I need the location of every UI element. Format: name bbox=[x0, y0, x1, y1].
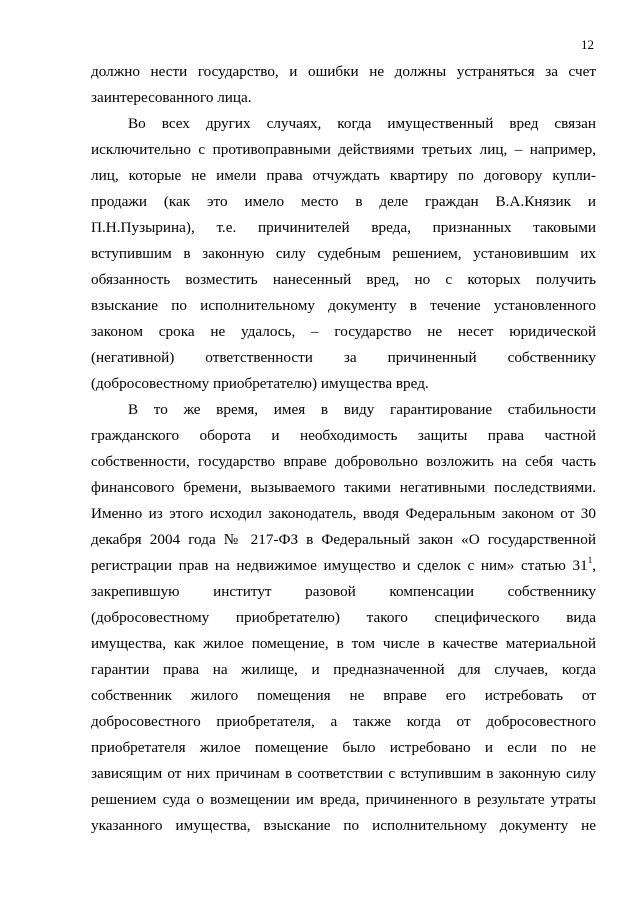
text-line: гражданского оборота и необходимость защиты права частной bbox=[91, 427, 596, 444]
text-segment: , bbox=[592, 557, 596, 574]
text-line: обязанность возместить нанесенный вред, но с которых получить bbox=[91, 271, 596, 288]
text-line: П.Н.Пузырина), т.е. причинителей вреда, признанных таковыми bbox=[91, 219, 596, 236]
text-line: (негативной) ответственности за причиненный собственнику bbox=[91, 349, 596, 366]
text-line: решением суда о возмещении им вреда, причиненного в результате утраты bbox=[91, 791, 596, 808]
text-line: указанного имущества, взыскание по исполнительному документу не bbox=[91, 817, 596, 834]
text-line: приобретателя жилое помещение было истребовано и если по не bbox=[91, 739, 596, 756]
text-segment: регистрации прав на недвижимое имущество и сделок с ним» статью 31 bbox=[91, 557, 588, 574]
text-line: исключительно с противоправными действиями третьих лиц, – например, bbox=[91, 141, 596, 158]
text-line: лиц, которые не имели права отчуждать квартиру по договору купли- bbox=[91, 167, 596, 184]
text-line: закрепившую институт разовой компенсации собственнику bbox=[91, 583, 596, 600]
text-line: законом срока не удалось, – государство не несет юридической bbox=[91, 323, 596, 340]
text-line: декабря 2004 года № 217-ФЗ в Федеральный закон «О государственной bbox=[91, 531, 596, 548]
text-line: имущества, как жилое помещение, в том числе в качестве материальной bbox=[91, 635, 596, 652]
text-line: должно нести государство, и ошибки не должны устраняться за счет bbox=[91, 63, 596, 80]
text-line: (добросовестному приобретателю) имущества вред. bbox=[91, 375, 429, 392]
page-number: 12 bbox=[581, 37, 594, 52]
text-line: зависящим от них причинам в соответствии с вступившим в законную силу bbox=[91, 765, 596, 782]
text-line: собственности, государство вправе добровольно возложить на себя часть bbox=[91, 453, 596, 470]
text-line: добросовестного приобретателя, а также когда от добросовестного bbox=[91, 713, 596, 730]
text-line: вступившим в законную силу судебным решением, установившим их bbox=[91, 245, 596, 262]
text-line: (добросовестному приобретателю) такого специфического вида bbox=[91, 609, 596, 626]
text-line: взыскание по исполнительному документу в течение установленного bbox=[91, 297, 596, 314]
text-line: гарантии права на жилище, и предназначенной для случаев, когда bbox=[91, 661, 596, 678]
text-line: собственник жилого помещения не вправе его истребовать от bbox=[91, 687, 596, 704]
text-line: продажи (как это имело место в деле граждан В.А.Князик и bbox=[91, 193, 596, 210]
text-line: финансового бремени, вызываемого такими негативными последствиями. bbox=[91, 479, 596, 496]
text-line: заинтересованного лица. bbox=[91, 89, 252, 106]
text-line-with-footnote bbox=[91, 555, 596, 577]
text-line: В то же время, имея в виду гарантирование стабильности bbox=[128, 401, 596, 418]
text-line: Именно из этого исходил законодатель, вводя Федеральным законом от 30 bbox=[91, 505, 596, 522]
footnote-marker[interactable]: 1 bbox=[587, 555, 593, 565]
text-line: Во всех других случаях, когда имущественный вред связан bbox=[128, 115, 596, 132]
